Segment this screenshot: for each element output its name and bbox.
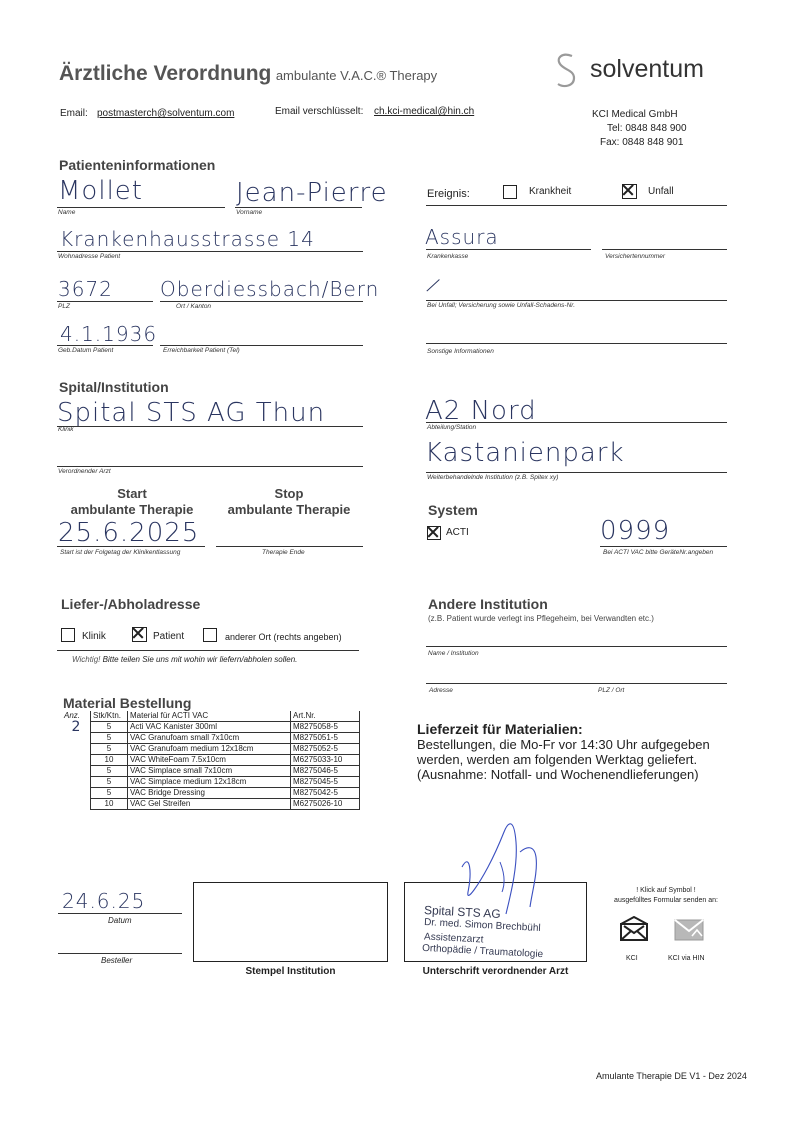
- accident-checkbox[interactable]: [622, 184, 637, 199]
- patient-reach-label: Erreichbarkeit Patient (Tel): [163, 347, 240, 354]
- delivery-time-line2: werden, werden am folgenden Werktag geliefert.: [417, 752, 698, 767]
- signature-box-label: Unterschrift verordnender Arzt: [422, 966, 569, 977]
- material-row: [62, 722, 360, 733]
- stamp-box-label: Stempel Institution: [245, 966, 336, 977]
- material-qty-input[interactable]: 2: [62, 722, 91, 733]
- other-info-label: Sonstige Informationen: [427, 348, 494, 355]
- material-header-row: [62, 711, 360, 722]
- material-art: M6275033-10: [291, 755, 360, 766]
- stop-date-label: Therapie Ende: [262, 549, 305, 556]
- title-main: Ärztliche Verordnung: [59, 62, 272, 85]
- version-footer: Amulante Therapie DE V1 - Dez 2024: [596, 1071, 747, 1081]
- material-art: M8275052-5: [291, 744, 360, 755]
- send-kci-button[interactable]: [619, 916, 649, 942]
- patient-city-label: Ort / Kanton: [176, 303, 212, 310]
- company-name: KCI Medical GmbH: [592, 109, 678, 120]
- ward-value: A2 Nord: [425, 396, 537, 426]
- email-label: Email:: [60, 108, 88, 119]
- stamp-line-3: Assistenzarzt: [423, 931, 484, 946]
- material-qty-input[interactable]: [62, 744, 91, 755]
- institution-section-title: Spital/Institution: [59, 379, 169, 395]
- patient-plz-value: 3672: [58, 277, 113, 301]
- material-art: M8275058-5: [291, 722, 360, 733]
- orderer-label: Besteller: [101, 956, 133, 965]
- other-inst-note: (z.B. Patient wurde verlegt ins Pflegeheim, bei Verwandten etc.): [428, 614, 654, 623]
- insurer-field[interactable]: [426, 249, 591, 250]
- clinic-label: Klinik: [58, 426, 74, 433]
- start-date-label: Start ist der Folgetag der Klinikentlassung: [60, 549, 181, 556]
- doctor-label: Verordnender Arzt: [58, 468, 111, 475]
- stamp-line-1: Spital STS AG: [423, 903, 502, 921]
- material-name: VAC Simplace medium 12x18cm: [128, 777, 291, 788]
- delivery-other-label: anderer Ort (rechts angeben): [225, 632, 342, 642]
- send-line-1: ! Klick auf Symbol !: [636, 887, 696, 894]
- material-name: VAC Simplace small 7x10cm: [128, 766, 291, 777]
- patient-dob-value: 4.1.1936: [60, 322, 158, 346]
- delivery-other-checkbox[interactable]: [203, 628, 217, 642]
- delivery-clinic-label: Klinik: [82, 631, 106, 642]
- material-art: M8275046-5: [291, 766, 360, 777]
- delivery-note-em: Wichtig!: [72, 655, 101, 664]
- patient-reach-field[interactable]: [160, 345, 363, 346]
- material-stk: 5: [91, 766, 128, 777]
- insured-no-label: Versichertennummer: [605, 253, 666, 260]
- other-inst-name-field[interactable]: [426, 646, 727, 647]
- ward-field[interactable]: [426, 422, 727, 423]
- device-no-value: 0999: [600, 516, 671, 546]
- send-kci-hin-label: KCI via HIN: [668, 955, 705, 962]
- event-underline: [426, 205, 727, 206]
- stop-date-field[interactable]: [216, 546, 363, 547]
- clinic-value: Spital STS AG Thun: [57, 398, 326, 428]
- material-name: VAC Bridge Dressing: [128, 788, 291, 799]
- delivery-time-line1: Bestellungen, die Mo-Fr vor 14:30 Uhr aufgegeben: [417, 737, 710, 752]
- send-line-2: ausgefülltes Formular senden an:: [614, 897, 718, 904]
- ward-label: Abteilung/Station: [427, 424, 477, 431]
- material-qty-input[interactable]: [62, 788, 91, 799]
- brand-name: solventum: [590, 55, 704, 83]
- illness-checkbox[interactable]: [503, 185, 517, 199]
- mail-envelope-icon: [619, 916, 649, 942]
- material-row: [62, 799, 360, 810]
- email-link[interactable]: postmasterch@solventum.com: [97, 108, 235, 119]
- device-no-label: Bei ACTI VAC bitte GeräteNr.angeben: [603, 549, 714, 556]
- other-info-field[interactable]: [426, 343, 727, 344]
- other-inst-section-title: Andere Institution: [428, 596, 548, 612]
- insurer-value: Assura: [425, 225, 499, 249]
- stop-heading: [216, 486, 362, 518]
- material-row: [62, 788, 360, 799]
- doctor-field[interactable]: [57, 466, 363, 467]
- patient-dob-label: Geb.Datum Patient: [58, 347, 114, 354]
- patient-firstname-label: Vorname: [236, 209, 263, 216]
- accident-label: Unfall: [648, 186, 674, 197]
- material-qty-input[interactable]: [62, 755, 91, 766]
- material-name: Acti VAC Kanister 300ml: [128, 722, 291, 733]
- send-instructions: [596, 886, 736, 906]
- start-heading-1: Start: [117, 486, 147, 501]
- material-art: M8275045-5: [291, 777, 360, 788]
- material-row: [62, 755, 360, 766]
- insurer-label: Krankenkasse: [427, 253, 469, 260]
- accident-info-label: Bei Unfall; Versicherung sowie Unfall-Schadens-Nr.: [427, 302, 575, 309]
- patient-city-value: Oberdiessbach/Bern: [160, 277, 380, 301]
- patient-firstname-value: Jean-Pierre: [236, 178, 388, 208]
- stamp-line-2: Dr. med. Simon Brechbühl: [423, 916, 541, 935]
- system-section-title: System: [428, 502, 478, 518]
- acti-label: ACTI: [446, 527, 469, 538]
- stop-heading-2: ambulante Therapie: [227, 502, 351, 517]
- form-title: [59, 62, 437, 86]
- other-inst-plz-label: PLZ / Ort: [598, 687, 625, 694]
- material-qty-input[interactable]: [62, 799, 91, 810]
- solventum-logo-icon: [552, 50, 582, 90]
- stamp-box[interactable]: [193, 882, 388, 962]
- material-stk: 5: [91, 733, 128, 744]
- email-enc-label: Email verschlüsselt:: [275, 106, 364, 117]
- start-date-value: 25.6.2025: [58, 518, 200, 548]
- device-no-field[interactable]: [600, 546, 727, 547]
- delivery-note: [72, 655, 297, 664]
- material-name: VAC Granufoam small 7x10cm: [128, 733, 291, 744]
- material-stk: 10: [91, 755, 128, 766]
- patient-city-field[interactable]: [160, 301, 363, 302]
- patient-name-label: Name: [58, 209, 76, 216]
- material-row: [62, 766, 360, 777]
- col-art: Art.Nr.: [291, 711, 360, 722]
- delivery-patient-checkbox[interactable]: [132, 627, 147, 642]
- delivery-time-block: [417, 722, 710, 782]
- delivery-note-text: Bitte teilen Sie uns mit wohin wir liefern/abholen sollen.: [102, 655, 298, 664]
- material-name: VAC Gel Streifen: [128, 799, 291, 810]
- material-art: M8275042-5: [291, 788, 360, 799]
- material-name: VAC Granufoam medium 12x18cm: [128, 744, 291, 755]
- order-date-field[interactable]: [58, 913, 182, 914]
- other-inst-name-label: Name / Institution: [428, 650, 479, 657]
- send-kci-hin-button[interactable]: [674, 916, 704, 942]
- title-sub: ambulante V.A.C.® Therapy: [275, 68, 438, 83]
- delivery-time-line3: (Ausnahme: Notfall- und Wochenendlieferungen): [417, 767, 699, 782]
- start-heading: [59, 486, 205, 518]
- insured-no-field[interactable]: [602, 249, 727, 250]
- material-stk: 10: [91, 799, 128, 810]
- material-qty-input[interactable]: [62, 766, 91, 777]
- col-stk: Stk/Ktn.: [91, 711, 128, 722]
- brand-logo: [552, 50, 582, 95]
- further-inst-value: Kastanienpark: [425, 438, 625, 468]
- material-table: [62, 711, 360, 810]
- orderer-field[interactable]: [58, 953, 182, 954]
- further-inst-field[interactable]: [426, 472, 727, 473]
- material-section-title: Material Bestellung: [63, 695, 192, 711]
- col-material: Material für ACTI VAC: [128, 711, 291, 722]
- material-art: M8275051-5: [291, 733, 360, 744]
- material-art: M6275026-10: [291, 799, 360, 810]
- company-fax: Fax: 0848 848 901: [600, 137, 684, 148]
- delivery-underline: [57, 650, 359, 651]
- delivery-section-title: Liefer-/Abholadresse: [61, 596, 201, 612]
- patient-address-label: Wohnadresse Patient: [58, 253, 121, 260]
- order-date-value: 24.6.25: [62, 889, 146, 913]
- further-inst-label: Weiterbehandelnde Institution (z.B. Spitex xy): [427, 474, 559, 481]
- send-kci-label: KCI: [626, 955, 638, 962]
- stamp-line-4: Orthopädie / Traumatologie: [421, 942, 544, 961]
- patient-section-title: Patienteninformationen: [59, 157, 216, 173]
- accident-field[interactable]: [426, 300, 727, 301]
- delivery-clinic-checkbox[interactable]: [61, 628, 75, 642]
- other-inst-address-field[interactable]: [426, 683, 727, 684]
- patient-address-field[interactable]: [57, 251, 363, 252]
- delivery-time-title: Lieferzeit für Materialien:: [417, 721, 583, 737]
- material-stk: 5: [91, 777, 128, 788]
- clinic-field[interactable]: [57, 426, 363, 427]
- stop-heading-1: Stop: [274, 486, 304, 501]
- patient-firstname-field[interactable]: [235, 207, 362, 208]
- material-qty-input[interactable]: [62, 777, 91, 788]
- delivery-patient-label: Patient: [153, 631, 185, 642]
- material-row: [62, 733, 360, 744]
- other-inst-address-label: Adresse: [429, 687, 453, 694]
- event-label: Ereignis:: [427, 188, 470, 200]
- patient-dob-field[interactable]: [57, 345, 153, 346]
- acti-checkbox[interactable]: [427, 526, 441, 540]
- company-block: [592, 108, 687, 150]
- company-tel: Tel: 0848 848 900: [607, 123, 687, 134]
- patient-name-field[interactable]: [57, 207, 225, 208]
- patient-address-value: Krankenhausstrasse 14: [60, 227, 315, 251]
- material-stk: 5: [91, 722, 128, 733]
- material-name: VAC WhiteFoam 7.5x10cm: [128, 755, 291, 766]
- order-date-label: Datum: [108, 916, 132, 925]
- patient-plz-label: PLZ: [58, 303, 70, 310]
- secure-mail-icon: [674, 916, 704, 942]
- patient-name-value: Mollet: [58, 176, 143, 206]
- email-enc-link[interactable]: ch.kci-medical@hin.ch: [374, 106, 475, 117]
- patient-plz-field[interactable]: [57, 301, 153, 302]
- start-heading-2: ambulante Therapie: [70, 502, 194, 517]
- material-stk: 5: [91, 744, 128, 755]
- material-row: [62, 777, 360, 788]
- material-stk: 5: [91, 788, 128, 799]
- material-row: [62, 744, 360, 755]
- start-date-field[interactable]: [57, 546, 205, 547]
- accident-value: /: [424, 272, 444, 298]
- col-qty: Anz.: [62, 711, 91, 722]
- illness-label: Krankheit: [529, 186, 572, 197]
